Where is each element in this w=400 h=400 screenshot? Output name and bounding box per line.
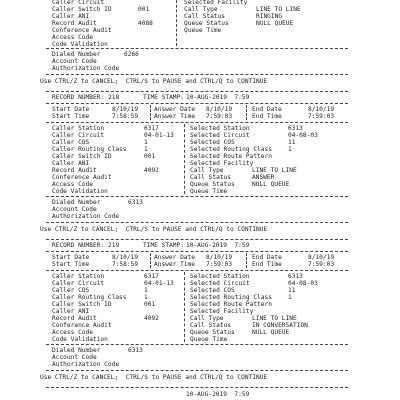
queue-time-label: Queue Time	[190, 188, 228, 195]
answer-time-label: Answer Time	[154, 261, 195, 268]
record-number-label: RECORD NUMBER:	[52, 242, 105, 249]
caller-circuit-value: 04-01-13	[144, 132, 174, 139]
time-stamp-label: TIME STAMP:	[143, 94, 184, 101]
dialed-number-label: Dialed Number	[52, 199, 101, 206]
record-audit-label: Record Audit	[52, 315, 97, 322]
end-date-label: End Date	[252, 254, 282, 261]
call-status-label: Call Status	[184, 13, 225, 20]
call-type-value: LINE TO LINE	[252, 167, 297, 174]
record-number-label: RECORD NUMBER:	[52, 94, 105, 101]
caller-circuit-label: Caller Circuit	[52, 280, 105, 287]
caller-station-value: 6317	[144, 273, 159, 280]
time-stamp-value: 10-AUG-2019 7:59	[186, 242, 250, 249]
call-status-value: RINGING	[256, 13, 283, 20]
selected-route-pattern-label: Selected Route Pattern	[190, 301, 272, 308]
selected-station-value: 6313	[288, 125, 303, 132]
caller-ani-label: Caller ANI	[52, 308, 90, 315]
end-time-label: End Time	[252, 261, 282, 268]
queue-status-value: NULL QUEUE	[252, 329, 290, 336]
column-divider	[150, 253, 151, 268]
start-date-label: Start Date	[52, 254, 90, 261]
time-stamp-label: TIME STAMP:	[143, 242, 184, 249]
queue-status-value: NULL QUEUE	[256, 20, 294, 27]
queue-status-label: Queue Status	[190, 329, 235, 336]
dialed-number-value: 6266	[124, 51, 139, 58]
time-stamp-value: 10-AUG-2019 7:59	[186, 94, 250, 101]
conference-audit-label: Conference Audit	[52, 27, 112, 34]
divider	[46, 74, 348, 75]
record-audit-value: 4092	[144, 167, 159, 174]
conference-audit-label: Conference Audit	[52, 174, 112, 181]
call-status-value: IN CONVERSATION	[252, 322, 308, 329]
selected-circuit-value: 04-08-03	[288, 280, 318, 287]
divider	[46, 222, 348, 223]
call-status-label: Call Status	[190, 174, 231, 181]
caller-switch-id-value: 001	[144, 301, 156, 308]
selected-station-label: Selected Station	[190, 273, 250, 280]
account-code-label: Account Code	[52, 58, 97, 65]
caller-circuit-value: 04-01-13	[144, 280, 174, 287]
start-time-value: 7:58:59	[112, 261, 139, 268]
selected-cos-value: 11	[288, 139, 296, 146]
code-validation-label: Code Validation	[52, 41, 108, 48]
caller-ani-label: Caller ANI	[52, 13, 90, 20]
access-code-label: Access Code	[52, 34, 93, 41]
queue-status-label: Queue Status	[184, 20, 229, 27]
record-top-border	[46, 91, 348, 92]
selected-circuit-label: Selected Circuit	[190, 280, 250, 287]
end-date-value: 8/10/19	[308, 254, 335, 261]
call-type-label: Call Type	[190, 167, 224, 174]
answer-time-value: 7:59:03	[206, 261, 233, 268]
end-date-value: 8/10/19	[308, 106, 335, 113]
column-divider	[184, 124, 185, 194]
selected-facility-label: Selected Facility	[190, 160, 254, 167]
caller-cos-value: 1	[144, 139, 148, 146]
selected-route-pattern-label: Selected Route Pattern	[190, 153, 272, 160]
authorization-code-label: Authorization Code	[52, 213, 120, 220]
call-status-value: ANSWER	[252, 174, 275, 181]
start-date-label: Start Date	[52, 106, 90, 113]
queue-status-label: Queue Status	[190, 181, 235, 188]
answer-date-label: Answer Date	[154, 106, 195, 113]
column-divider	[246, 253, 247, 268]
call-type-value: LINE TO LINE	[256, 6, 301, 13]
divider	[46, 344, 348, 345]
call-type-value: LINE TO LINE	[252, 315, 297, 322]
caller-switch-id-value: 001	[138, 6, 150, 13]
caller-routing-class-label: Caller Routing Class	[52, 294, 127, 301]
caller-circuit-label: Caller Circuit	[52, 132, 105, 139]
selected-cos-label: Selected COS	[190, 287, 235, 294]
selected-facility-label: Selected Facility	[184, 0, 248, 6]
record-audit-value: 4092	[144, 315, 159, 322]
end-time-value: 7:59:03	[308, 113, 335, 120]
queue-time-label: Queue Time	[190, 336, 228, 343]
record-number-value: 219	[108, 242, 120, 249]
divider	[46, 370, 348, 371]
call-type-label: Call Type	[190, 315, 224, 322]
column-divider	[246, 105, 247, 120]
record-audit-label: Record Audit	[52, 167, 97, 174]
record-top-border	[46, 387, 348, 388]
caller-station-label: Caller Station	[52, 273, 105, 280]
selected-cos-label: Selected COS	[190, 139, 235, 146]
record-top-border	[46, 239, 348, 240]
selected-routing-class-label: Selected Routing Class	[190, 146, 272, 153]
caller-circuit-label: Caller Circuit	[52, 0, 105, 6]
caller-station-value: 6317	[144, 125, 159, 132]
queue-time-label: Queue Time	[184, 27, 222, 34]
dialed-number-value: 6313	[128, 347, 143, 354]
caller-cos-value: 1	[144, 287, 148, 294]
start-time-label: Start Time	[52, 113, 90, 120]
caller-switch-id-label: Caller Switch ID	[52, 301, 112, 308]
keyboard-prompt: Use CTRL/Z to CANCEL; CTRL/S to PAUSE and CTRL/Q to CONTINUE	[40, 226, 268, 233]
selected-routing-class-value: 1	[288, 146, 292, 153]
caller-switch-id-label: Caller Switch ID	[52, 153, 112, 160]
account-code-label: Account Code	[52, 206, 97, 213]
selected-circuit-label: Selected Circuit	[190, 132, 250, 139]
selected-station-label: Selected Station	[190, 125, 250, 132]
authorization-code-label: Authorization Code	[52, 361, 120, 368]
code-validation-label: Code Validation	[52, 188, 108, 195]
record-number-value: 218	[108, 94, 120, 101]
record-audit-value: 4088	[138, 20, 153, 27]
selected-facility-label: Selected Facility	[190, 308, 254, 315]
conference-audit-label: Conference Audit	[52, 322, 112, 329]
start-date-value: 8/10/19	[112, 106, 139, 113]
answer-time-value: 7:59:03	[206, 113, 233, 120]
column-divider	[150, 105, 151, 120]
divider	[46, 103, 348, 104]
divider	[46, 48, 348, 49]
answer-date-value: 8/10/19	[206, 254, 233, 261]
caller-ani-label: Caller ANI	[52, 160, 90, 167]
divider	[46, 270, 348, 271]
selected-routing-class-value: 1	[288, 294, 292, 301]
answer-time-label: Answer Time	[154, 113, 195, 120]
column-divider	[184, 272, 185, 342]
access-code-label: Access Code	[52, 329, 93, 336]
caller-routing-class-value: 1	[144, 146, 148, 153]
access-code-label: Access Code	[52, 181, 93, 188]
start-date-value: 8/10/19	[112, 254, 139, 261]
dialed-number-label: Dialed Number	[52, 51, 101, 58]
call-type-label: Call Type	[184, 6, 218, 13]
record-audit-label: Record Audit	[52, 20, 97, 27]
caller-station-label: Caller Station	[52, 125, 105, 132]
account-code-label: Account Code	[52, 354, 97, 361]
divider	[46, 251, 348, 252]
call-status-label: Call Status	[190, 322, 231, 329]
start-time-label: Start Time	[52, 261, 90, 268]
code-validation-label: Code Validation	[52, 336, 108, 343]
end-time-label: End Time	[252, 113, 282, 120]
queue-status-value: NULL QUEUE	[252, 181, 290, 188]
end-date-label: End Date	[252, 106, 282, 113]
start-time-value: 7:58:59	[112, 113, 139, 120]
caller-cos-label: Caller COS	[52, 139, 90, 146]
selected-cos-value: 11	[288, 287, 296, 294]
time-stamp-value: 10-AUG-2019 7:59	[186, 391, 250, 398]
dialed-number-label: Dialed Number	[52, 347, 101, 354]
answer-date-value: 8/10/19	[206, 106, 233, 113]
divider	[46, 122, 348, 123]
keyboard-prompt: Use CTRL/Z to CANCEL; CTRL/S to PAUSE and CTRL/Q to CONTINUE	[40, 78, 268, 85]
caller-switch-id-label: Caller Switch ID	[52, 6, 112, 13]
end-time-value: 7:59:03	[308, 261, 335, 268]
caller-routing-class-value: 1	[144, 294, 148, 301]
selected-circuit-value: 04-08-03	[288, 132, 318, 139]
keyboard-prompt: Use CTRL/Z to CANCEL; CTRL/S to PAUSE and CTRL/Q to CONTINUE	[40, 374, 268, 381]
column-divider	[176, 0, 177, 46]
caller-routing-class-label: Caller Routing Class	[52, 146, 127, 153]
selected-station-value: 6313	[288, 273, 303, 280]
dialed-number-value: 6313	[128, 199, 143, 206]
caller-cos-label: Caller COS	[52, 287, 90, 294]
divider	[46, 196, 348, 197]
authorization-code-label: Authorization Code	[52, 65, 120, 72]
caller-switch-id-value: 001	[144, 153, 156, 160]
answer-date-label: Answer Date	[154, 254, 195, 261]
selected-routing-class-label: Selected Routing Class	[190, 294, 272, 301]
